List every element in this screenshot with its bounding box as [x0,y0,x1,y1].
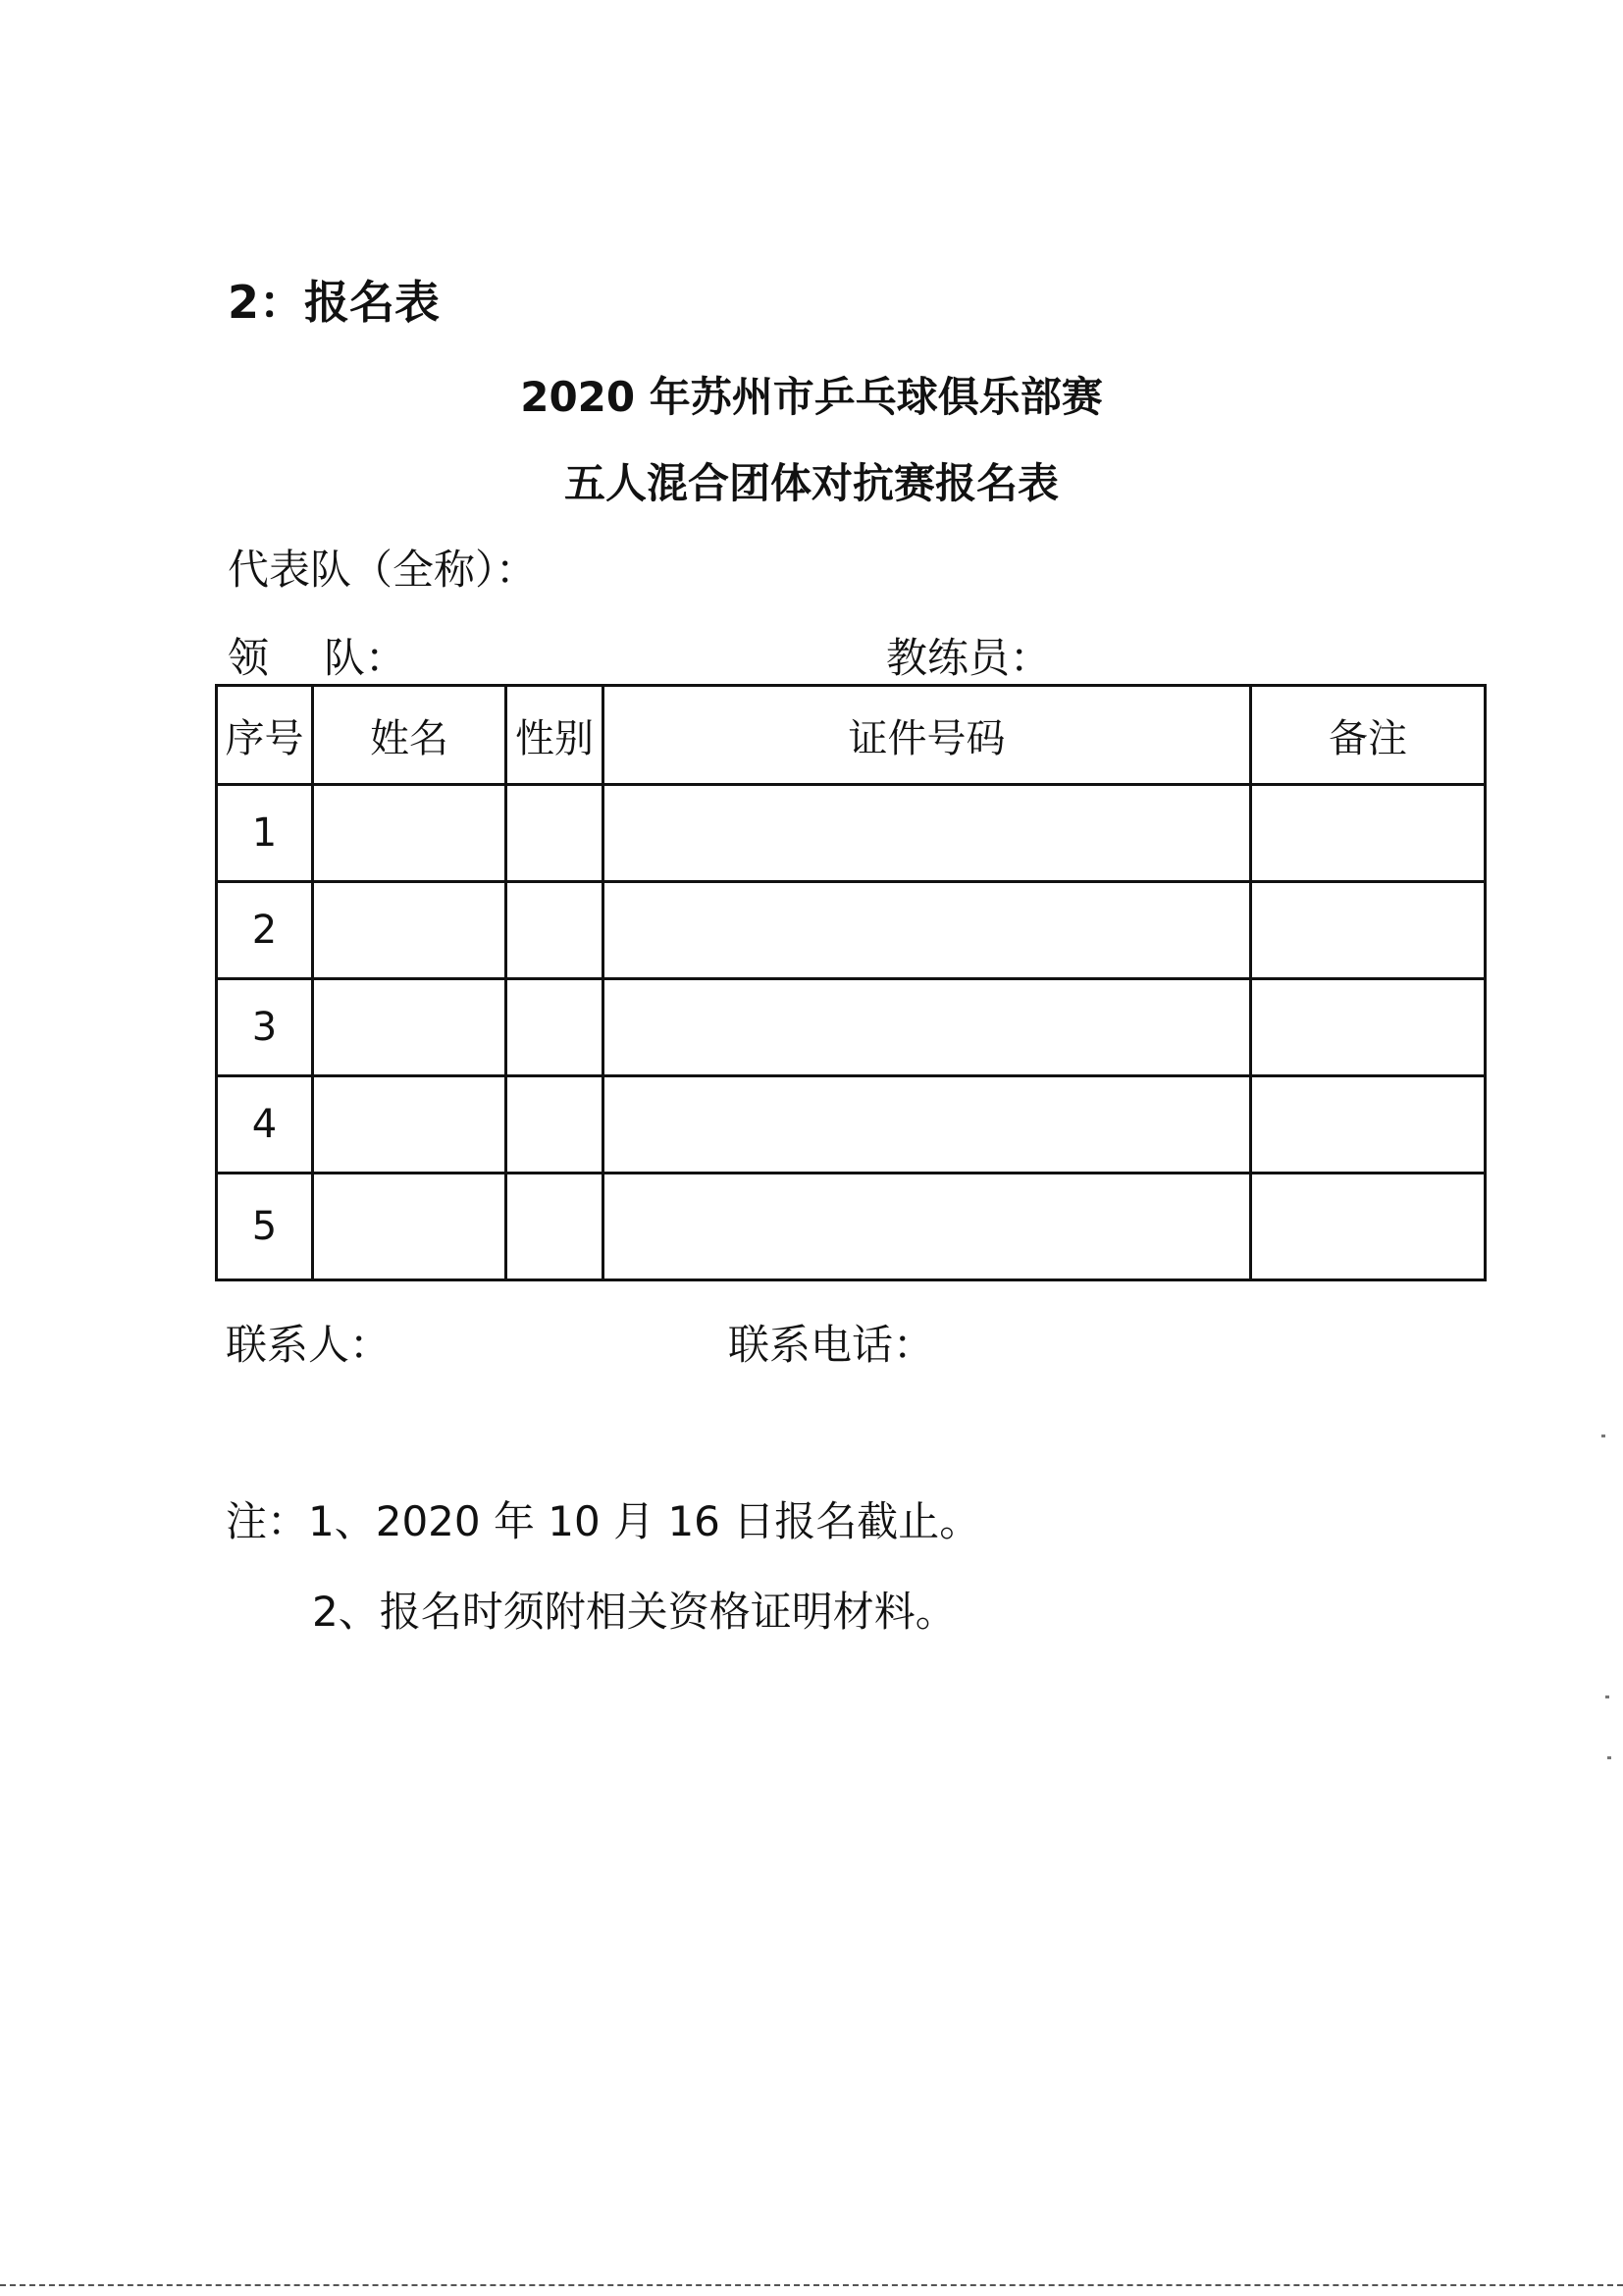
id-number-cell[interactable] [603,979,1251,1076]
remarks-cell[interactable] [1251,882,1486,979]
name-cell[interactable] [313,1174,506,1280]
gender-cell[interactable] [506,1174,603,1280]
table-row [217,1174,1486,1280]
row-number: 2 [217,882,313,979]
scan-speck [1607,1756,1611,1759]
row-number: 4 [217,1076,313,1174]
team-leader-label-char: 领 [228,634,270,682]
row-number: 1 [217,785,313,882]
header-remarks: 备注 [1251,686,1486,785]
gender-cell[interactable] [506,979,603,1076]
team-name-label: 代表队（全称）： [228,546,538,594]
contact-phone-label: 联系电话： [728,1321,935,1369]
name-cell[interactable] [313,882,506,979]
attachment-label: 2：报名表 [228,276,441,329]
remarks-cell[interactable] [1251,979,1486,1076]
table-row [217,979,1486,1076]
note-deadline: 注：1、2020 年 10 月 16 日报名截止。 [226,1497,981,1545]
header-name: 姓名 [313,686,506,785]
remarks-cell[interactable] [1251,785,1486,882]
scan-speck [1601,1435,1605,1437]
row-number: 3 [217,979,313,1076]
remarks-cell[interactable] [1251,1076,1486,1174]
id-number-cell[interactable] [603,1174,1251,1280]
name-cell[interactable] [313,785,506,882]
team-leader-label [228,626,406,685]
scan-bottom-edge [0,2284,1623,2286]
row-number: 5 [217,1174,313,1280]
name-cell[interactable] [313,979,506,1076]
note-documents: 2、报名时须附相关资格证明材料。 [312,1588,957,1636]
gender-cell[interactable] [506,1076,603,1174]
form-title-line-1: 2020 年苏州市乒乓球俱乐部赛 [520,373,1103,421]
team-leader-label-rest: 队： [324,634,407,682]
table-row [217,1076,1486,1174]
table-row [217,882,1486,979]
table-header-row [217,686,1486,785]
gender-cell[interactable] [506,785,603,882]
table-row [217,785,1486,882]
scan-speck [1605,1696,1609,1698]
id-number-cell[interactable] [603,1076,1251,1174]
header-gender: 性别 [506,686,603,785]
coach-label: 教练员： [886,634,1052,682]
name-cell[interactable] [313,1076,506,1174]
header-id-number: 证件号码 [603,686,1251,785]
form-title-line-2: 五人混合团体对抗赛报名表 [563,459,1059,507]
gender-cell[interactable] [506,882,603,979]
remarks-cell[interactable] [1251,1174,1486,1280]
registration-table [215,684,1487,1281]
contact-person-label: 联系人： [226,1321,392,1369]
id-number-cell[interactable] [603,882,1251,979]
header-no: 序号 [217,686,313,785]
id-number-cell[interactable] [603,785,1251,882]
